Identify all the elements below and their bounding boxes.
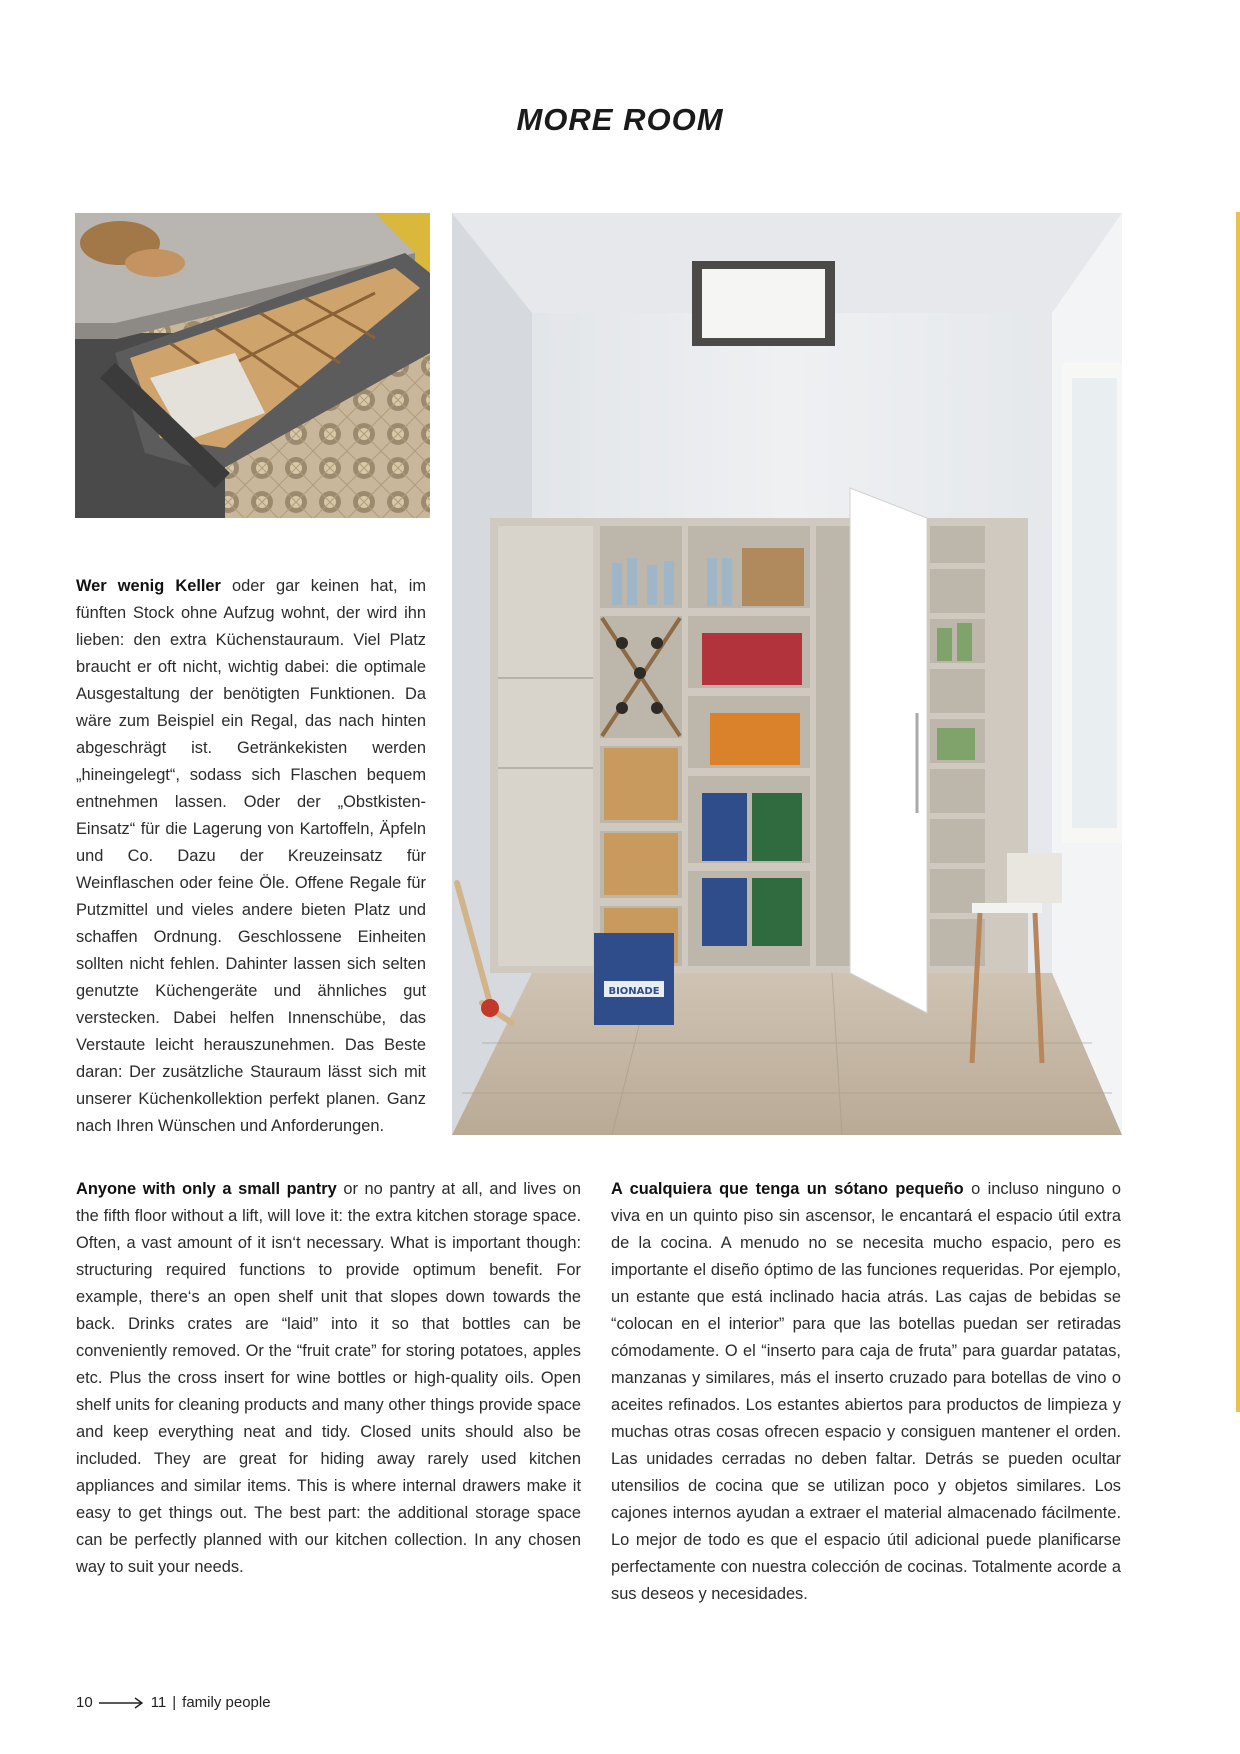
german-body: oder gar keinen hat, im fünften Stock ohne Aufzug wohnt, der wird ihn lieben: den extra Küchenstauraum. Viel Platz braucht er oft nicht, wichtig dabei: die optimale Ausgestaltung der benötigten Funktionen. Da wäre zum Beispiel ein Regal, das nach hinten abgeschrägt ist. Getränkekisten werden „hineingelegt“, sodass sich Flaschen bequem entnehmen lassen. Oder der „Obstkisten-Einsatz“ für die Lagerung von Kartoffeln, Äpfeln und Co. Dazu der Kreuzeinsatz für Weinflaschen oder feine Öle. Offene Regale für Putzmittel und vieles andere bieten Platz und schaffen Ordnung. Geschlossene Einheiten sollten nicht fehlen. Dahinter lassen sich selten genutzte Küchengeräte und ähnliches gut verstecken. Dabei helfen Innenschübe, das Verstaute leicht herauszunehmen. Das Beste daran: Der zusätzliche Stauraum lässt sich mit unserer Küchenkollektion perfekt planen. Ganz nach Ihren Wünschen und Anforderungen. (76, 577, 426, 1135)
english-lead: Anyone with only a small pantry (76, 1180, 337, 1198)
english-article-text (76, 1176, 581, 1581)
folio-separator: | (172, 1694, 177, 1711)
page-folio (76, 1694, 271, 1711)
spanish-lead: A cualquiera que tenga un sótano pequeño (611, 1180, 964, 1198)
magazine-name: family people (182, 1694, 271, 1711)
spanish-article-text (611, 1176, 1121, 1608)
arrow-right-icon (99, 1697, 145, 1709)
german-article-text (76, 573, 426, 1140)
page-number-right: 11 (150, 1694, 167, 1711)
spanish-body: o incluso ninguno o viva en un quinto piso sin ascensor, le encantará el espacio útil extra de la cocina. A menudo no se necesita mucho espacio, pero es importante el diseño óptimo de las funciones requeridas. Por ejemplo, un estante que está inclinado hacia atrás. Las cajas de bebidas se “colocan en el interior” para que las botellas puedan ser retiradas cómodamente. O el “inserto para caja de fruta” para guardar patatas, manzanas y similares, más el inserto cruzado para botellas de vino o aceites refinados. Los estantes abiertos para productos de limpieza y muchas otras cosas ofrecen espacio y consiguen mantener el orden. Las unidades cerradas no deben faltar. Detrás se pueden ocultar utensilios de cocina que se utilizan poco y objetos similares. Los cajones internos ayudan a extraer el material almacenado fácilmente. Lo mejor de todo es que el espacio útil adicional puede planificarse perfectamente con nuestra colección de cocinas. Totalmente acorde a sus deseos y necesidades. (611, 1180, 1121, 1603)
page-number-left: 10 (76, 1694, 93, 1711)
accent-edge-mark (1236, 212, 1240, 1412)
page-title: MORE ROOM (516, 102, 724, 137)
german-lead: Wer wenig Keller (76, 577, 221, 595)
bionade-crate-label: BIONADE (608, 986, 660, 997)
english-body: or no pantry at all, and lives on the fifth floor without a lift, will love it: the extra kitchen storage space. Often, a vast amount of it isn‘t necessary. What is important though: structuring required functions to provide optimum benefit. For example, there‘s an open shelf unit that slopes down towards the back. Drinks crates are “laid” into it so that bottles can be conveniently removed. Or the “fruit crate” for storing potatoes, apples etc. Plus the cross insert for wine bottles or high-quality oils. Open shelf units for cleaning products and many other things provide space and keep everything neat and tidy. Closed units should also be included. They are great for hiding away rarely used kitchen appliances and similar items. This is where internal drawers make it easy to get things out. The best part: the additional storage space can be perfectly planned with our kitchen collection. In any chosen way to suit your needs. (76, 1180, 581, 1576)
pantry-storage-unit-photo (452, 213, 1122, 1135)
kitchen-drawer-organizer-photo (75, 213, 430, 518)
